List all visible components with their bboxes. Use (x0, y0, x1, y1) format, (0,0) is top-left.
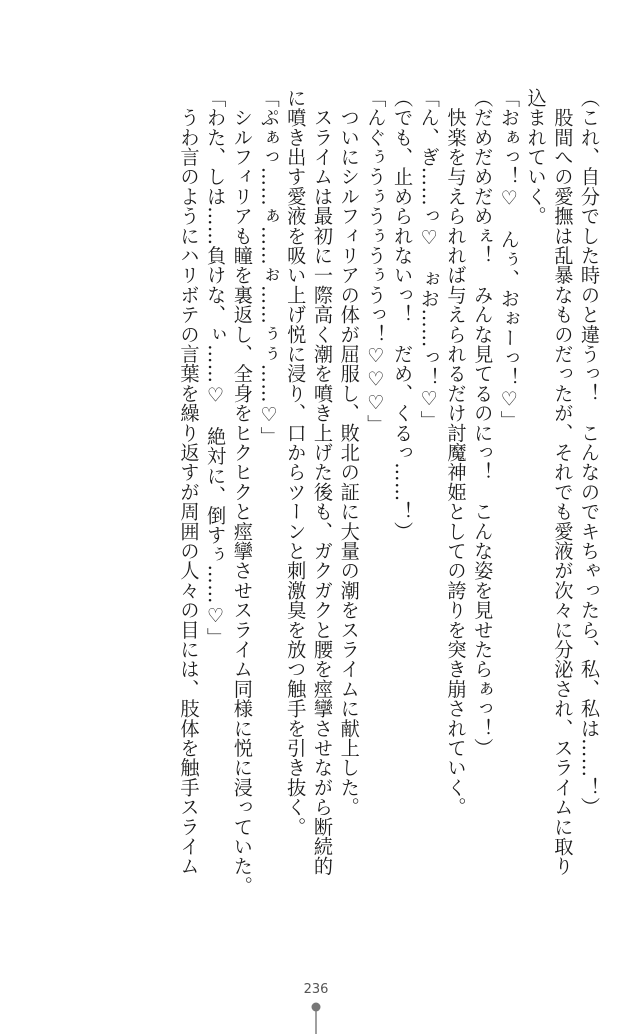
vertical-text-body (22, 88, 602, 958)
page-marker-icon (309, 1001, 323, 1034)
text-line: 「んぐぅうぅうぅうぅうっ！♡♡♡」 (364, 88, 388, 435)
text-line: （これ、自分でした時のと違うっ！ こんなのでキちゃったら、私、私は……！） (578, 88, 601, 817)
text-line: 「ぷぁっ……ぁ……ぉ……ぅぅ……♡」 (257, 88, 281, 447)
text-line: （だめだめだめぇ！ みんな見てるのにっ！ こんな姿を見せたらぁっ！） (471, 88, 495, 758)
text-line: （でも、止められないっ！ だめ、くるっ……！） (391, 88, 415, 542)
text-line: うわ言のようにハリボテの言葉を繰り返すが周囲の人々の目には、肢体を触手スライム (177, 88, 201, 876)
text-line: 「わた、しは……負けな、ぃ……♡ 絶対に、倒すぅ……♡」 (204, 88, 228, 648)
text-line: シルフィリアも瞳を裏返し、全身をヒクヒクと痙攣させスライム同様に悦に浸っていた。 (230, 88, 254, 896)
text-line: スライムは最初に一際高く潮を噴き上げた後も、ガクガクと腰を痙攣させながら断続的 (310, 88, 334, 876)
text-line: 快楽を与えられれば与えられるだけ討魔神姫としての誇りを突き崩されていく。 (444, 88, 468, 817)
text-line: 股間への愛撫は乱暴なものだったが、それでも愛液が次々に分泌され、スライムに取り (551, 88, 575, 876)
page-number: 236 (303, 982, 329, 997)
text-line: 「ん、ぎ……っ♡ ぉお……っ！♡」 (417, 88, 441, 431)
text-line: 込まれていく。 (524, 88, 548, 226)
text-line: ついにシルフィリアの体が屈服し、敗北の証に大量の潮をスライムに献上した。 (337, 88, 361, 817)
text-line: に噴き出す愛液を吸い上げ悦に浸り、口からツーンと刺激臭を放つ触手を引き抜く。 (284, 88, 308, 837)
text-line: 「おぁっ！♡ んぅ、おぉーっ！♡」 (497, 88, 521, 431)
